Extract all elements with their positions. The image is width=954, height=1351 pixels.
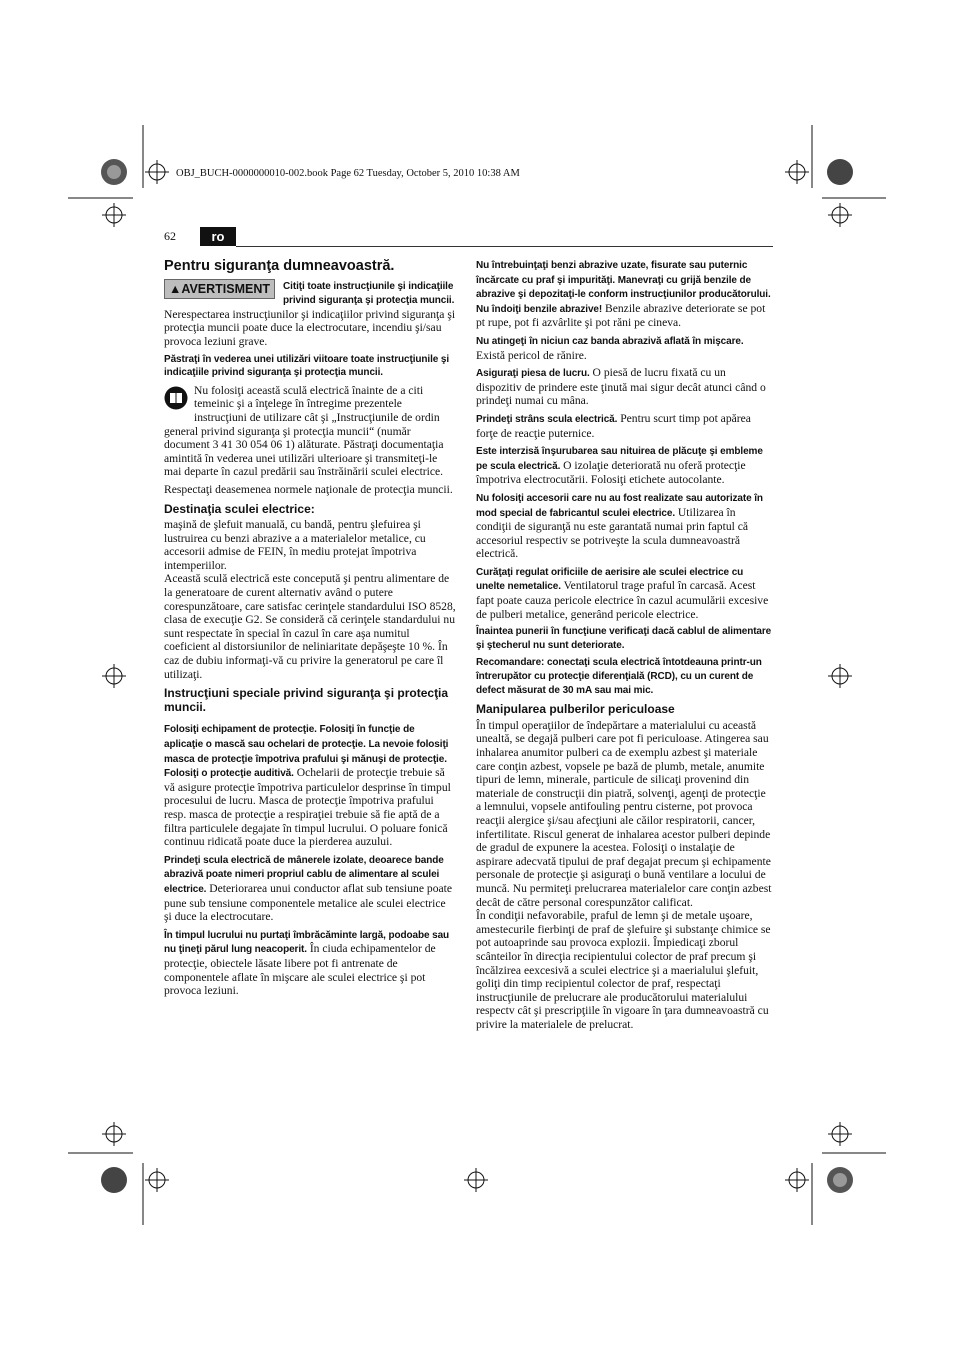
touch-bold: Nu atingeţi în niciun caz banda abrazivă aflată în mişcare. bbox=[476, 335, 744, 347]
warning-paragraph bbox=[164, 279, 456, 349]
clean-paragraph bbox=[476, 565, 772, 621]
clean-bold: Curăţaţi regulat orificiile de aerisire ale sculei electrice cu unelte nemetalice. bbox=[476, 566, 744, 593]
read-paragraph bbox=[164, 384, 456, 479]
acc-text: Utilizarea în condiţii de siguranţă nu este garantată numai prin faptul că accesoriul respectiv se potriveşte la scula dumneavoastră electrică. bbox=[476, 505, 749, 561]
acc-bold: Nu folosiţi accesorii care nu au fost realizate sau autorizate în mod special de fabricantul sculei electrice. bbox=[476, 492, 763, 519]
touch-text: Există pericol de rănire. bbox=[476, 348, 587, 362]
header-rule bbox=[236, 246, 773, 247]
cloth-paragraph bbox=[164, 928, 456, 998]
cloth-text: În ciuda echipamentelor de protecţie, obiectele lăsate libere pot fi antrenate de componentele aflate în mişcare ale sculei electrice şi pot provoca leziuni. bbox=[164, 942, 436, 998]
safety-title: Pentru siguranţa dumneavoastră. bbox=[164, 258, 395, 274]
worn-paragraph bbox=[476, 258, 772, 330]
hold-text: Pentru scurt timp pot apărea forţe de reacţie puternice. bbox=[476, 411, 751, 440]
warning-badge bbox=[164, 279, 275, 299]
hold-paragraph bbox=[476, 412, 772, 440]
read-text: Nu folosiţi această sculă electrică înainte de a citi temeinic şi a înţelege în întregime prezentele instrucţiuni de utilizare cât şi „Instrucţiunile de ordin general privind siguranţa şi protecţia muncii“ (număr document 3 41 30 054 06 1) alăturate. Păstraţi documentaţia amintită în vederea unei utilizări ulterioare şi transmiteţi-le mai departe în cazul predării sau înstrăinării sculei electrice. bbox=[164, 383, 444, 479]
rcd-recommendation: Recomandare: conectaţi scula electrică întotdeauna printr-un întrerupător cu protecţie diferenţială (RCD), cu un curent de defect măsurat de 30 mA sau mai mic. bbox=[476, 657, 762, 696]
special-heading: Instrucţiuni speciale privind siguranţa şi protecţia muncii. bbox=[164, 686, 449, 714]
ppe-text: Ochelarii de protecţie trebuie să vă asigure protecţie împotriva particulelor desprinse în timpul procesului de lucru. Masca de protecţie împotriva prafului resp. masca de protecţie a respiraţiei trebuie să fie aptă de a filtra particulele degajate în timpul lucrului. O poluare fonică continuu ridicată poate duce la pierderea auzului. bbox=[164, 766, 451, 849]
hold-bold: Prindeţi strâns scula electrică. bbox=[476, 413, 618, 425]
dest-text: maşină de şlefuit manuală, cu bandă, pentru şlefuirea şi lustruirea cu benzi abrazive a a materialelor metalice, cu accesorii admise de FEIN, în mediu protejat împotriva intemperiilor. bbox=[164, 518, 426, 572]
warning-label: AVERTISMENT bbox=[181, 281, 271, 296]
page-number: 62 bbox=[164, 229, 176, 243]
clean-text: Ventilatorul trage praful în carcasă. Acest fapt poate cauza pericole electrice în cazul acumulării excesive de pulberi metalice, generând pericole electrice. bbox=[476, 579, 769, 621]
generator-text: Această sculă electrică este concepută şi pentru alimentare de la generatoare de curent alternativ având o putere corespunzătoare, care satisfac cerinţele standardului ISO 8528, clasa de execuţie G2. Se consideră că cerinţele standardului nu sunt respectate în special în cazul în care aşa numitul coeficient al distorsiunilor de neliniaritate depăşeşte 10 %. În caz de dubiu informaţi-vă cu privire la generatorul pe care îl utilizaţi. bbox=[164, 572, 456, 681]
dust-heading: Manipularea pulberilor periculoase bbox=[476, 702, 675, 717]
screw-text: O izolaţie deteriorată nu oferă protecţie împotriva electrocutării. Folosiţi etichete autocolante. bbox=[476, 458, 746, 487]
screw-paragraph bbox=[476, 444, 772, 487]
warning-text: Nerespectarea instrucţiunilor şi indicaţiilor privind siguranţa şi protecţia muncii poate duce la electrocutare, incendiu şi/sau provoca leziuni grave. bbox=[164, 307, 456, 348]
warning-bold: Citiţi toate instrucţiunile şi indicaţiile privind siguranţa şi protecţia muncii. bbox=[283, 280, 455, 307]
grip-bold: Prindeţi scula electrică de mânerele izolate, deoarece bande abrazivă poate nimeri propriul cablu de alimentare al sculei electrice. bbox=[164, 854, 444, 895]
worn-text: Benzile abrazive deteriorate se pot pt rupe, pot fi azvârlite şi pot răni pe cineva. bbox=[476, 301, 766, 330]
secure-paragraph bbox=[476, 366, 772, 408]
dust-text-2: În condiţii nefavorabile, praful de lemn şi de metale uşoare, amestecurile fierbinţi de praf de şlefuire şi substanţe chimice se pot autoaprinde sau provoca explozii. Împiedicaţi zborul scânteilor în direcţia recipientului colector de praf precum şi încălzirea eexcesivă a sculei electrice şi a maerialului şlefuit, goliţi din timp recipientul colector de praf, respectaţi instrucţiunile de prelucrare ale producătorului materialului respectv cât şi prescripţiile în vigoare în ţara dumneavoastră cu privire la materialele de prelucrat. bbox=[476, 909, 771, 1031]
ppe-bold: Folosiţi echipament de protecţie. Folosiţi în funcţie de aplicaţie o mască sau ochelari de protecţie. La nevoie folosiţi masca de protecţie împotriva prafului şi mănuşi de protecţie. Folosiţi o protecţie auditivă. bbox=[164, 724, 449, 780]
grip-paragraph bbox=[164, 853, 456, 924]
file-info: OBJ_BUCH-0000000010-002.book Page 62 Tuesday, October 5, 2010 10:38 AM bbox=[176, 168, 520, 179]
grip-text: Deteriorarea unui conductor aflat sub tensiune poate pune sub tensiune componentele metalice ale sculei electrice şi duce la electrocutare. bbox=[164, 881, 453, 924]
dest-heading: Destinaţia sculei electrice: bbox=[164, 501, 315, 516]
read-manual-icon bbox=[164, 386, 188, 410]
keep-instructions: Păstraţi în vederea unei utilizări viitoare toate instrucţiunile şi indicaţiile privind siguranţa şi protecţia muncii. bbox=[164, 353, 450, 379]
left-column bbox=[164, 258, 456, 1002]
dust-text-1: În timpul operaţiilor de îndepărtare a materialului cu această unealtă, se degajă pulberi care pot fi periculoase. Atingerea sau inhalarea anumitor pulberi ca de exemplu azbest şi materiale care conţin azbest, vopsele pe bază de plumb, metale, anumite tipuri de lemn, minerale, particule de silicaţi provenind din materiale de construcţii din piatră, solvenţi, agenţi de protecţie a lemnului, vopsele antifouling pentru cisterne, pot provoca reacţii alergice şi/sau afecţiuni ale căilor respiratorii, cancer, infertilitate. Riscul generat de inhalarea acestor pulberi depinde de gradul de expunere la acestea. Folosiţi o instalaţie de aspirare adecvată tipului de praf degajat precum şi echipamente personale de protecţie şi asiguraţi o bună ventilare a locului de muncă. Nu permiteţi prelucrarea materialelor care conţin azbest decât de către personal corespunzător calificat. bbox=[476, 718, 772, 909]
touch-paragraph bbox=[476, 334, 772, 362]
screw-bold: Este interzisă înşurubarea sau nituirea de plăcuţe şi embleme pe scula electrică. bbox=[476, 446, 763, 472]
worn-bold: Nu întrebuinţaţi benzi abrazive uzate, fisurate sau puternic încărcate cu praf şi impurităţi. Manevraţi cu grijă benzile de abrazive şi depozitaţi-le conform instrucţiunilor producătorului. Nu îndoiţi benzile abrazive! bbox=[476, 260, 771, 315]
language-tab: ro bbox=[200, 227, 236, 246]
accessory-paragraph bbox=[476, 491, 772, 561]
cloth-bold: În timpul lucrului nu purtaţi îmbrăcăminte largă, podoabe sau nu ţineţi părul lung neacoperit. bbox=[164, 929, 450, 956]
secure-text: O piesă de lucru fixată cu un dispozitiv de prindere este ţinută mai sigur decât atunci când o prindeţi numai cu mâna. bbox=[476, 366, 766, 408]
warning-triangle-icon: ▲ bbox=[169, 281, 182, 296]
respect-text: Respectaţi deasemenea normele naţionale de protecţia muncii. bbox=[164, 482, 453, 496]
ppe-paragraph bbox=[164, 722, 456, 848]
secure-bold: Asiguraţi piesa de lucru. bbox=[476, 368, 590, 380]
right-column bbox=[476, 258, 772, 1035]
cable-check: Înaintea punerii în funcţiune verificaţi dacă cablul de alimentare şi ştecherul nu sunt deteriorate. bbox=[476, 626, 772, 651]
